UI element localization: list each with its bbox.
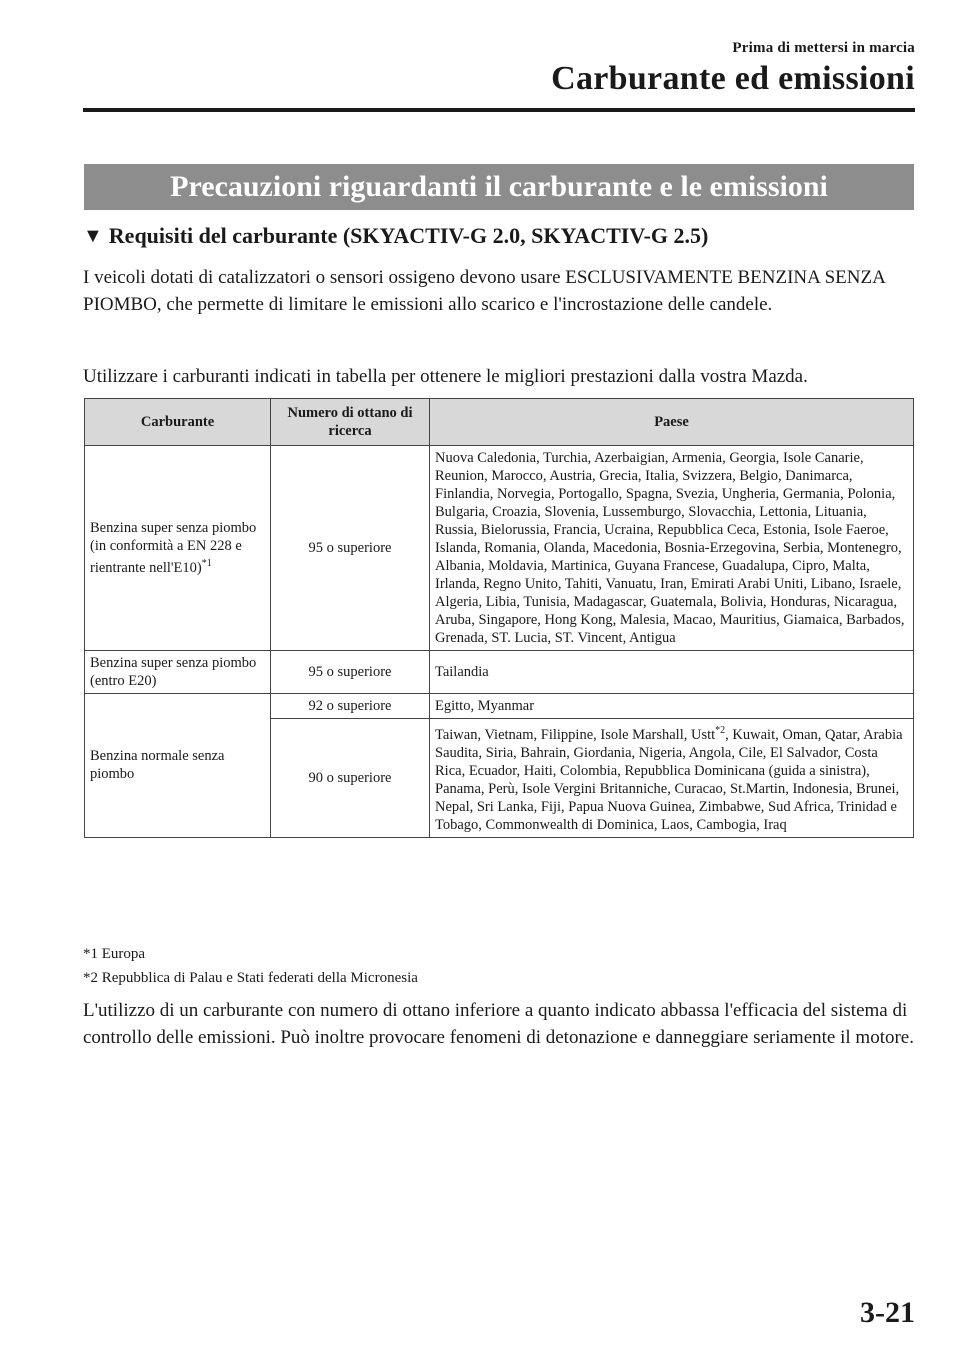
table-row — [85, 694, 914, 719]
header-fuel: Carburante — [85, 399, 271, 446]
country-cell: Tailandia — [430, 651, 914, 694]
footnote-ref: *2 — [715, 725, 726, 736]
fuel-cell — [85, 446, 271, 651]
triangle-down-icon: ▼ — [83, 224, 103, 247]
fuel-cell: Benzina normale senza piombo — [85, 694, 271, 838]
header-country: Paese — [430, 399, 914, 446]
page-number: 3-21 — [860, 1296, 915, 1329]
table-lead-paragraph: Utilizzare i carburanti indicati in tabella per ottenere le migliori prestazioni dalla vostra Mazda. — [83, 366, 808, 387]
table-row — [85, 446, 914, 651]
country-cell — [430, 719, 914, 838]
subheading — [83, 223, 708, 249]
fuel-cell: Benzina super senza piombo (entro E20) — [85, 651, 271, 694]
footnote-ref: *1 — [201, 558, 212, 570]
country-cell: Egitto, Myanmar — [430, 694, 914, 719]
section-banner: Precauzioni riguardanti il carburante e le emissioni — [84, 164, 914, 210]
country-cell: Nuova Caledonia, Turchia, Azerbaigian, Armenia, Georgia, Isole Canarie, Reunion, Marocco, Austria, Grecia, Italia, Svizzera, Belgio, Danimarca, Finlandia, Norvegia, Portogallo, Spagna, Svezia, Ungheria, Germania, Polonia, Bulgaria, Croazia, Slovenia, Lussemburgo, Slovacchia, Lettonia, Lituania, Russia, Bielorussia, Francia, Ucraina, Repubblica Ceca, Estonia, Isole Faeroe, Islanda, Romania, Olanda, Macedonia, Bosnia-Erzegovina, Serbia, Montenegro, Albania, Moldavia, Martinica, Guyana Francese, Guadalupa, Cipro, Malta, Irlanda, Regno Unito, Tahiti, Vanuatu, Iran, Emirati Arabi Uniti, Libano, Israele, Algeria, Libia, Tunisia, Madagascar, Guatemala, Bolivia, Honduras, Nicaragua, Aruba, Singapore, Hong Kong, Malesia, Macao, Mauritius, Giamaica, Barbados, Grenada, ST. Lucia, ST. Vincent, Antigua — [430, 446, 914, 651]
ron-cell: 92 o superiore — [271, 694, 430, 719]
fuel-text: Benzina super senza piombo (in conformità a EN 228 e rientrante nell'E10) — [90, 520, 257, 576]
table-row — [85, 651, 914, 694]
running-header-section: Prima di mettersi in marcia — [732, 40, 915, 56]
footnote-1: *1 Europa — [83, 946, 146, 962]
ron-cell: 95 o superiore — [271, 651, 430, 694]
ron-cell: 95 o superiore — [271, 446, 430, 651]
closing-paragraph: L'utilizzo di un carburante con numero di ottano inferiore a quanto indicato abbassa l'efficacia del sistema di controllo delle emissioni. Può inoltre provocare fenomeni di detonazione e danneggiare seriamente il motore. — [83, 1000, 914, 1048]
header-ron: Numero di ottano di ricerca — [271, 399, 430, 446]
footnote-2: *2 Repubblica di Palau e Stati federati della Micronesia — [83, 970, 418, 986]
header-divider — [83, 108, 915, 112]
intro-paragraph: I veicoli dotati di catalizzatori o sensori ossigeno devono usare ESCLUSIVAMENTE BENZINA SENZA PIOMBO, che permette di limitare le emissioni allo scarico e l'incrostazione delle candele. — [83, 267, 885, 315]
table-header-row — [85, 399, 914, 446]
subheading-text: Requisiti del carburante (SKYACTIV-G 2.0, SKYACTIV-G 2.5) — [108, 223, 709, 248]
fuel-requirements-table — [84, 398, 914, 838]
country-text: , Kuwait, Oman, Qatar, Arabia Saudita, Siria, Bahrain, Giordania, Nigeria, Angola, Cile, El Salvador, Costa Rica, Ecuador, Haiti, Colombia, Repubblica Dominicana (guida a sinistra), Panama, Perù, Isole Vergini Britanniche, Curacao, St.Martin, Indonesia, Brunei, Nepal, Sri Lanka, Fiji, Papua Nuova Guinea, Zimbabwe, Sud Africa, Trinidad e Tobago, Commonwealth di Dominica, Laos, Cambogia, Iraq — [435, 726, 903, 833]
ron-cell: 90 o superiore — [271, 719, 430, 838]
running-header-title: Carburante ed emissioni — [551, 60, 915, 97]
country-text: Taiwan, Vietnam, Filippine, Isole Marshall, Ustt — [435, 726, 716, 743]
